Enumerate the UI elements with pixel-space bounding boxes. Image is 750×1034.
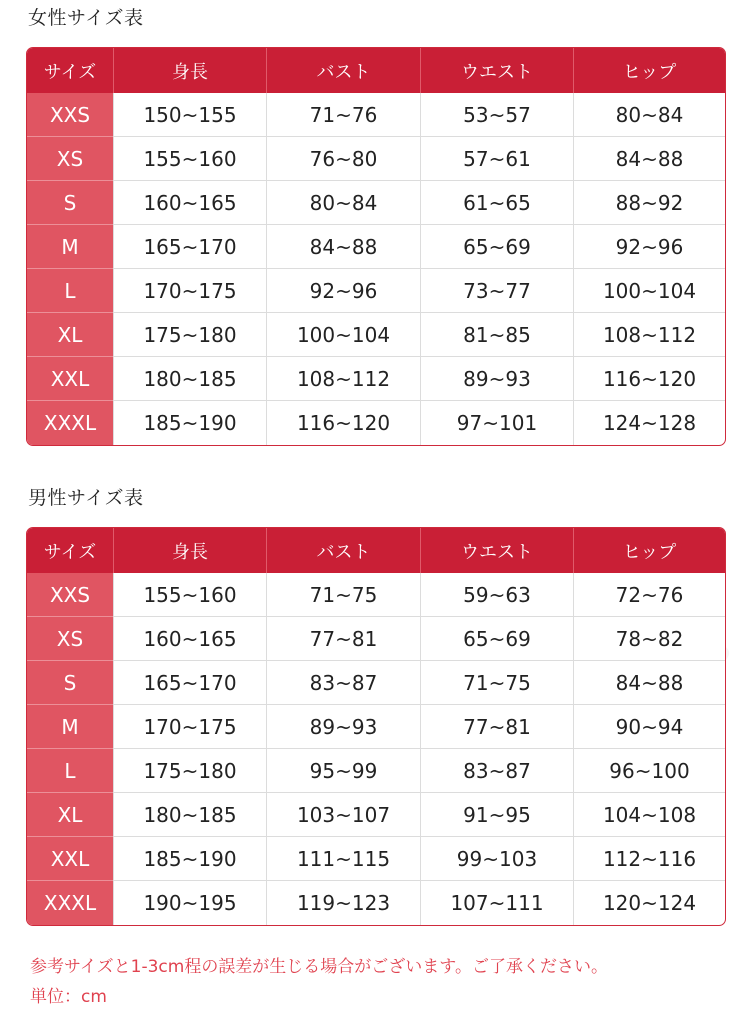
table-row [27,269,725,313]
table-cell: 160~165 [113,617,266,661]
table-row [27,225,725,269]
table-cell: 116~120 [266,401,420,445]
women-size-table-title: 女性サイズ表 [28,7,144,29]
table-cell: 73~77 [420,269,573,313]
table-header-row [27,528,725,573]
table-row [27,313,725,357]
size-label-cell: XS [27,137,113,181]
table-cell: 180~185 [113,793,266,837]
table-cell: 83~87 [420,749,573,793]
table-row [27,837,725,881]
table-cell: 89~93 [266,705,420,749]
table-row [27,181,725,225]
table-row [27,749,725,793]
size-label-cell: XXS [27,93,113,137]
table-row [27,661,725,705]
table-cell: 100~104 [573,269,725,313]
table-cell: 76~80 [266,137,420,181]
table-cell: 88~92 [573,181,725,225]
table-cell: 124~128 [573,401,725,445]
table-cell: 90~94 [573,705,725,749]
size-label-cell: XXL [27,357,113,401]
table-cell: 80~84 [573,93,725,137]
table-cell: 103~107 [266,793,420,837]
column-header: ヒップ [573,48,725,93]
column-header: バスト [266,48,420,93]
table-cell: 81~85 [420,313,573,357]
size-label-cell: M [27,225,113,269]
column-header: ウエスト [420,528,573,573]
table-cell: 77~81 [420,705,573,749]
table-cell: 99~103 [420,837,573,881]
table-row [27,401,725,445]
table-cell: 92~96 [573,225,725,269]
table-cell: 71~76 [266,93,420,137]
column-header: サイズ [43,61,97,83]
table-row [27,93,725,137]
table-cell: 112~116 [573,837,725,881]
column-header: バスト [266,528,420,573]
table-cell: 170~175 [113,269,266,313]
table-cell: 61~65 [420,181,573,225]
table-cell: 160~165 [113,181,266,225]
notes [30,952,608,1012]
size-label-cell: L [27,269,113,313]
table-cell: 77~81 [266,617,420,661]
tolerance-note: 参考サイズと1-3cm程の誤差が生じる場合がございます。ご了承ください。 [30,957,608,977]
table-cell: 80~84 [266,181,420,225]
table-cell: 84~88 [573,661,725,705]
size-label-cell: S [27,181,113,225]
table-cell: 72~76 [573,573,725,617]
table-cell: 104~108 [573,793,725,837]
table-cell: 180~185 [113,357,266,401]
table-cell: 65~69 [420,225,573,269]
men-size-table [26,527,726,926]
table-cell: 89~93 [420,357,573,401]
table-cell: 91~95 [420,793,573,837]
table-cell: 97~101 [420,401,573,445]
table-cell: 170~175 [113,705,266,749]
table-cell: 84~88 [266,225,420,269]
table-cell: 108~112 [573,313,725,357]
table-cell: 95~99 [266,749,420,793]
size-label-cell: L [27,749,113,793]
column-header: 身長 [113,48,266,93]
column-header: ヒップ [573,528,725,573]
table-cell: 175~180 [113,313,266,357]
table-cell: 65~69 [420,617,573,661]
table-cell: 175~180 [113,749,266,793]
table-cell: 155~160 [113,137,266,181]
table-cell: 120~124 [573,881,725,925]
size-label-cell: XL [27,793,113,837]
unit-note: 単位：cm [30,987,107,1007]
table-cell: 100~104 [266,313,420,357]
table-cell: 185~190 [113,837,266,881]
table-cell: 92~96 [266,269,420,313]
column-header: サイズ [43,541,97,563]
size-label-cell: XXXL [27,881,113,925]
women-size-table [26,47,726,446]
table-cell: 116~120 [573,357,725,401]
table-cell: 155~160 [113,573,266,617]
table-cell: 190~195 [113,881,266,925]
size-label-cell: XXXL [27,401,113,445]
table-cell: 165~170 [113,225,266,269]
size-label-cell: S [27,661,113,705]
table-cell: 108~112 [266,357,420,401]
table-row [27,357,725,401]
table-row [27,881,725,925]
size-label-cell: XXL [27,837,113,881]
table-row [27,573,725,617]
table-cell: 83~87 [266,661,420,705]
table-cell: 150~155 [113,93,266,137]
size-label-cell: XS [27,617,113,661]
column-header: 身長 [113,528,266,573]
table-row [27,793,725,837]
table-row [27,705,725,749]
table-header-row [27,48,725,93]
table-cell: 71~75 [420,661,573,705]
table-cell: 53~57 [420,93,573,137]
table-row [27,137,725,181]
table-cell: 57~61 [420,137,573,181]
table-cell: 71~75 [266,573,420,617]
table-row [27,617,725,661]
table-cell: 59~63 [420,573,573,617]
size-label-cell: XL [27,313,113,357]
table-cell: 185~190 [113,401,266,445]
table-cell: 84~88 [573,137,725,181]
table-cell: 119~123 [266,881,420,925]
table-cell: 96~100 [573,749,725,793]
men-size-table-title: 男性サイズ表 [28,487,144,509]
column-header: ウエスト [420,48,573,93]
table-cell: 78~82 [573,617,725,661]
size-label-cell: XXS [27,573,113,617]
table-cell: 107~111 [420,881,573,925]
table-cell: 165~170 [113,661,266,705]
table-cell: 111~115 [266,837,420,881]
size-label-cell: M [27,705,113,749]
